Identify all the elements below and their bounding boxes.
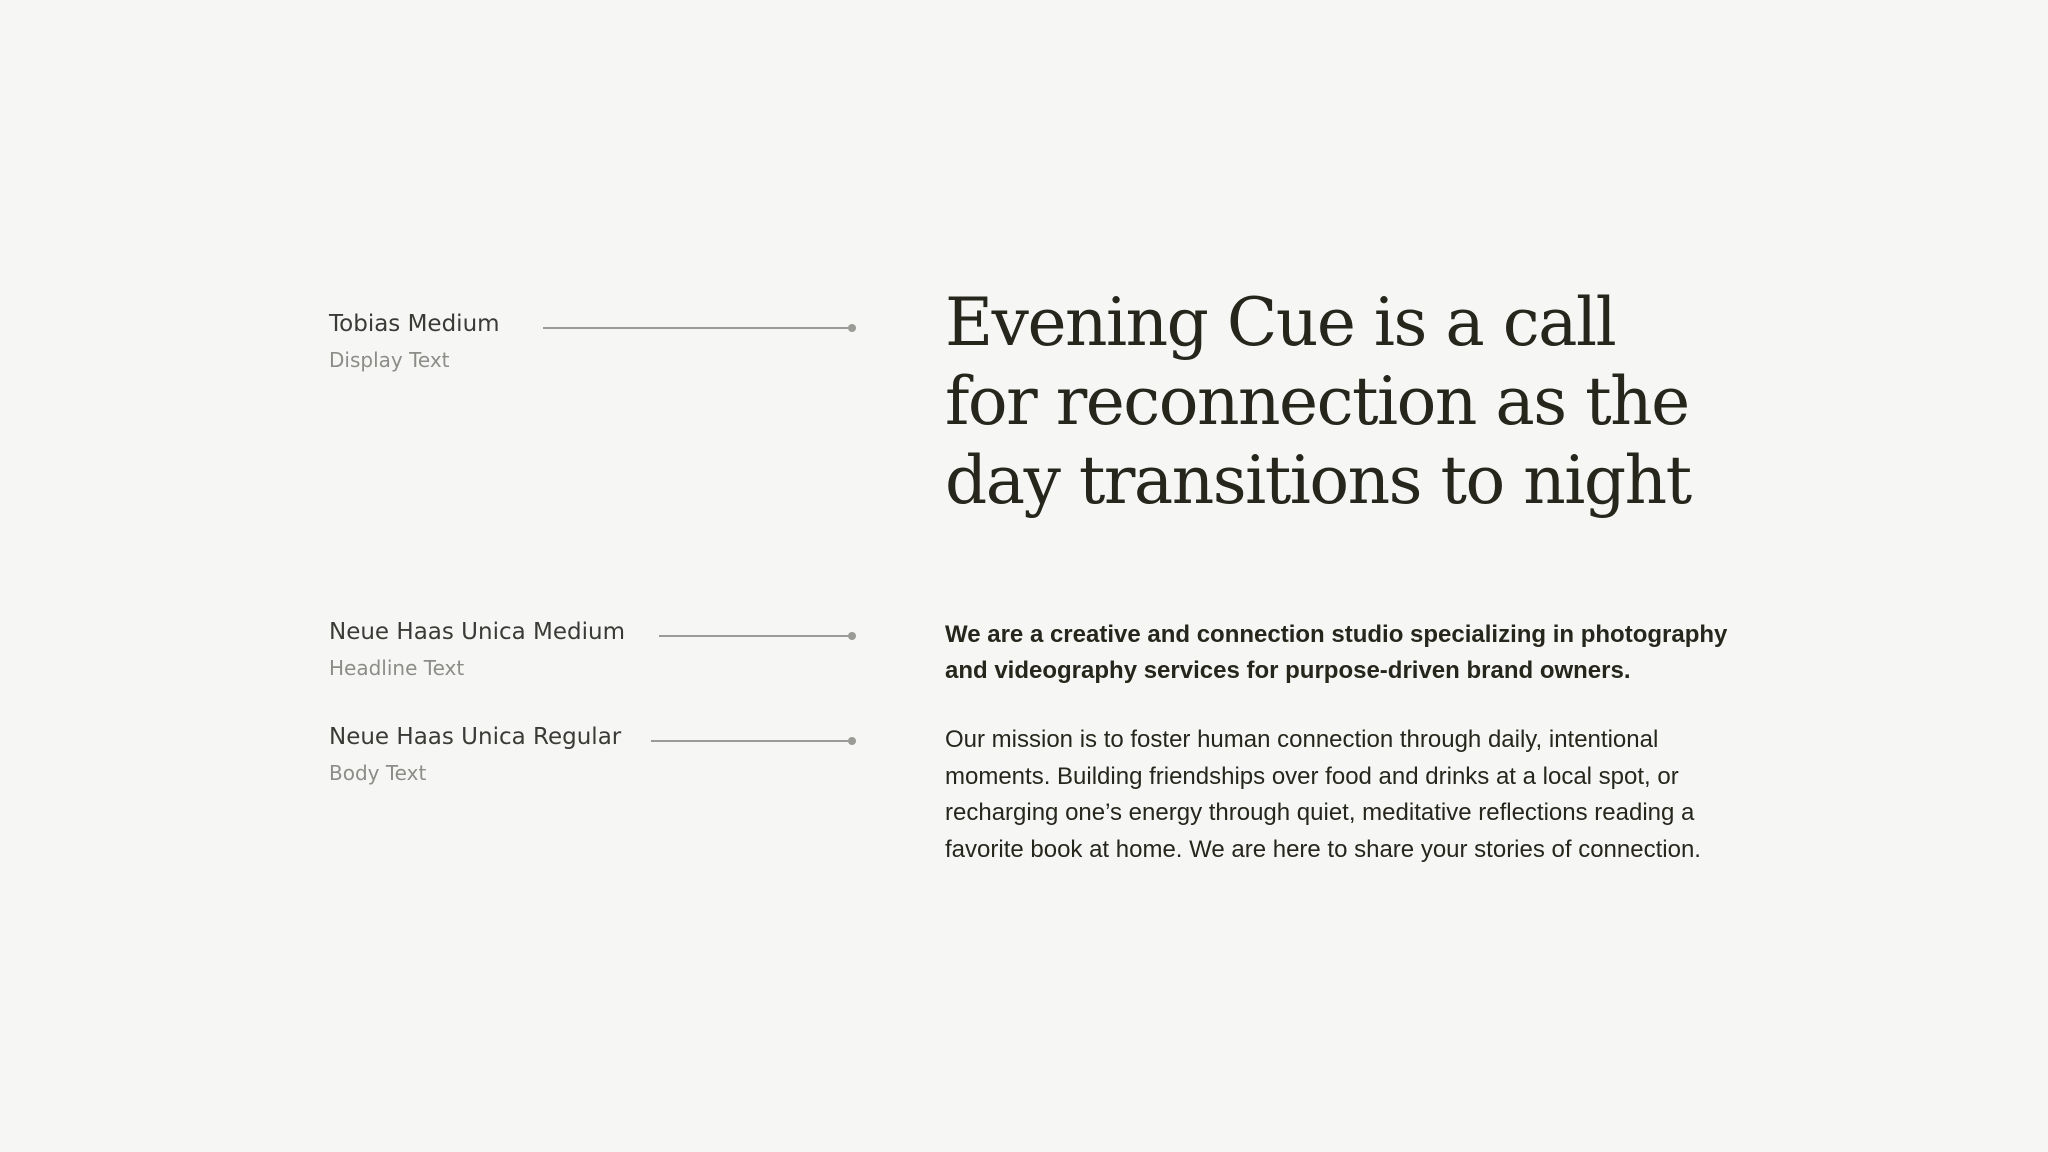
specimen-role: Headline Text: [329, 656, 465, 680]
headline-line: and videography services for purpose-driven brand owners.: [945, 657, 1631, 684]
body-line: Our mission is to foster human connection through daily, intentional: [945, 726, 1659, 753]
body-line: recharging one’s energy through quiet, meditative reflections reading a: [945, 799, 1695, 826]
headline-line: We are a creative and connection studio specializing in photography: [945, 621, 1728, 648]
specimen-body: [329, 721, 621, 788]
body-line: moments. Building friendships over food and drinks at a local spot, or: [945, 762, 1679, 790]
leader-line-headline: [659, 635, 852, 637]
display-sample: [945, 283, 1765, 520]
display-line: Evening Cue is a call: [945, 284, 1616, 361]
body-line: favorite book at home. We are here to share your stories of connection.: [945, 835, 1701, 863]
leader-dot: [848, 324, 856, 332]
specimen-role: Body Text: [329, 761, 427, 785]
specimen-font-name: Neue Haas Unica Medium: [329, 619, 625, 645]
headline-sample: [945, 617, 1745, 689]
body-sample: [945, 722, 1745, 868]
leader-line-body: [651, 740, 852, 742]
display-line: for reconnection as the: [945, 363, 1689, 440]
specimen-role: Display Text: [329, 348, 450, 372]
leader-dot: [848, 632, 856, 640]
specimen-headline: [329, 616, 625, 683]
leader-dot: [848, 737, 856, 745]
specimen-font-name: Neue Haas Unica Regular: [329, 724, 622, 750]
leader-line-display: [543, 327, 852, 329]
display-line: day transitions to night: [945, 442, 1691, 519]
specimen-font-name: Tobias Medium: [329, 311, 500, 337]
specimen-display: [329, 308, 500, 375]
